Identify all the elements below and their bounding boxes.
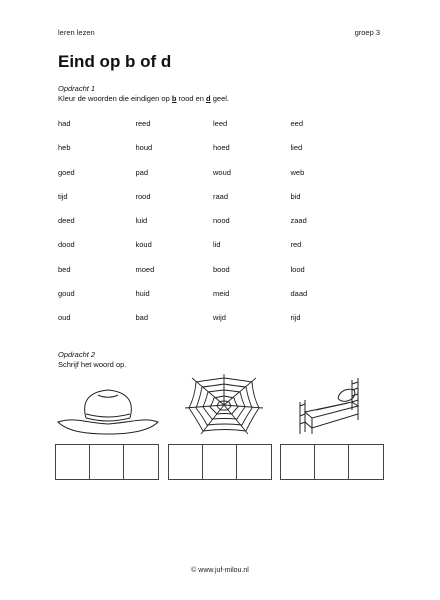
word-cell[interactable]: tijd: [58, 191, 68, 201]
word-cell[interactable]: huid: [135, 289, 150, 299]
word-cell[interactable]: had: [58, 119, 71, 128]
word-cell[interactable]: daad: [290, 289, 308, 299]
word-row: [58, 265, 368, 289]
word-cell[interactable]: leed: [213, 119, 228, 128]
letter-d: d: [206, 94, 211, 103]
word-cell[interactable]: zaad: [290, 216, 307, 226]
footer-credit: © www.juf-milou.nl: [191, 567, 249, 574]
word-cell[interactable]: bed: [58, 264, 71, 274]
word-cell[interactable]: nood: [213, 216, 230, 226]
word-grid: [58, 119, 368, 338]
letter-box[interactable]: [56, 445, 90, 479]
answer-boxes-2[interactable]: [168, 444, 272, 480]
spider-web-drawing: [183, 372, 265, 438]
word-row: [58, 216, 368, 240]
word-cell[interactable]: hoed: [213, 143, 230, 153]
answer-boxes-3[interactable]: [280, 444, 384, 480]
hat-drawing: [52, 382, 164, 438]
word-row: [58, 168, 368, 192]
word-cell[interactable]: lied: [290, 143, 303, 153]
word-cell[interactable]: dood: [58, 240, 75, 250]
letter-box[interactable]: [237, 445, 271, 479]
letter-box[interactable]: [90, 445, 124, 479]
word-cell[interactable]: bid: [290, 191, 301, 201]
word-cell[interactable]: bood: [213, 264, 230, 274]
word-cell[interactable]: woud: [213, 167, 231, 177]
word-cell[interactable]: lid: [213, 240, 221, 250]
exercise2-instruction: Schrijf het woord op.: [58, 360, 127, 369]
word-cell[interactable]: goud: [58, 289, 75, 299]
bed-drawing: [292, 376, 374, 438]
header-left: leren lezen: [58, 28, 95, 37]
letter-box[interactable]: [349, 445, 383, 479]
word-cell[interactable]: pad: [135, 167, 149, 177]
word-row: [58, 192, 368, 216]
word-cell[interactable]: deed: [58, 216, 75, 226]
word-cell[interactable]: red: [290, 240, 302, 250]
word-row: [58, 289, 368, 313]
word-cell[interactable]: reed: [135, 119, 151, 128]
word-cell[interactable]: rijd: [290, 313, 301, 323]
word-cell[interactable]: bad: [135, 313, 149, 323]
letter-b: b: [171, 94, 177, 103]
word-cell[interactable]: web: [290, 167, 305, 177]
answer-boxes-1[interactable]: [55, 444, 159, 480]
instruction-part1: Kleur de woorden die eindigen op: [58, 94, 172, 103]
letter-box[interactable]: [124, 445, 158, 479]
word-cell[interactable]: oud: [58, 313, 71, 323]
word-row: [58, 240, 368, 264]
letter-box[interactable]: [315, 445, 349, 479]
word-cell[interactable]: lood: [290, 264, 305, 274]
word-cell[interactable]: goed: [58, 167, 75, 177]
page-title: Eind op b of d: [58, 52, 172, 71]
word-cell[interactable]: wijd: [213, 313, 226, 323]
word-cell[interactable]: rood: [135, 191, 151, 201]
instruction-part3: geel.: [210, 94, 229, 103]
word-cell[interactable]: meid: [213, 289, 230, 299]
letter-box[interactable]: [169, 445, 203, 479]
word-cell[interactable]: raad: [213, 191, 229, 201]
word-row: [58, 313, 368, 337]
letter-box[interactable]: [281, 445, 315, 479]
word-row: [58, 119, 368, 143]
word-cell[interactable]: moed: [135, 264, 155, 274]
word-cell[interactable]: luid: [135, 216, 148, 226]
instruction-part2: rood en: [176, 94, 207, 103]
exercise1-title: Opdracht 1: [58, 84, 96, 93]
word-cell[interactable]: koud: [135, 240, 152, 250]
letter-box[interactable]: [203, 445, 237, 479]
exercise2-title: Opdracht 2: [58, 350, 96, 359]
word-cell[interactable]: houd: [135, 143, 153, 153]
word-cell[interactable]: eed: [290, 119, 304, 128]
header-right: groep 3: [354, 28, 380, 37]
exercise1-instruction: [58, 94, 229, 103]
word-cell[interactable]: heb: [58, 143, 71, 153]
word-row: [58, 143, 368, 167]
